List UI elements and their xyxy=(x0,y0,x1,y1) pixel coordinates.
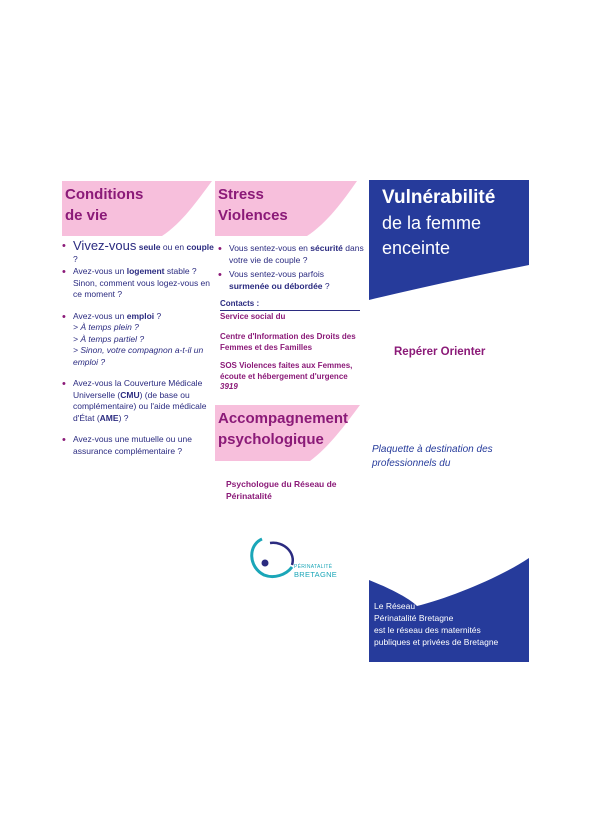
contacts-label: Contacts : xyxy=(220,299,260,308)
list-item: • Avez-vous un logement stable ? Sinon, comment vous logez-vous en ce moment ? xyxy=(62,266,211,299)
contacts-divider xyxy=(220,310,360,311)
list-item: • Avez-vous un emploi ? > À temps plein ? > À temps partiel ? > Sinon, votre compagnon a-t-il un emploi ? xyxy=(62,310,204,367)
conditions-list xyxy=(62,240,214,467)
subtitle: Repérer Orienter xyxy=(394,346,486,358)
conditions-title: Conditions de vie xyxy=(65,186,144,224)
list-item: • Vous sentez-vous en sécurité dans votre vie de couple ? xyxy=(218,243,364,265)
list-item: • Avez-vous la Couverture Médicale Universelle (CMU) (de base ou complémentaire) ou l'aide médicale d'État (AME) ? xyxy=(62,378,207,423)
bullet-icon: • xyxy=(218,269,222,281)
contact-sos: SOS Violences faites aux Femmes, écoute et hébergement d'urgence 3919 xyxy=(220,361,353,391)
list-item: • Vivez-vous seule ou en couple ? xyxy=(62,238,214,264)
bullet-icon: • xyxy=(62,240,66,252)
document-title: Vulnérabilité de la femme enceinte xyxy=(382,187,496,258)
bullet-icon: • xyxy=(218,243,222,255)
logo-text-small: PÉRINATALITÉ xyxy=(294,564,333,570)
list-item: • Vous sentez-vous parfois surmenée ou débordée ? xyxy=(218,269,330,291)
psychologue-text: Psychologue du Réseau de Périnatalité xyxy=(226,479,337,501)
stress-title: Stress Violences xyxy=(218,186,288,224)
plaquette-text: Plaquette à destination des professionnels du xyxy=(372,444,493,469)
bullet-icon: • xyxy=(62,378,66,390)
bullet-icon: • xyxy=(62,266,66,278)
contact-cidff: Centre d'Information des Droits des Femmes et des Familles xyxy=(220,332,356,352)
bullet-icon: • xyxy=(62,434,66,446)
stress-list xyxy=(218,243,364,302)
footer-text: Le Réseau Périnatalité Bretagne est le réseau des maternités publiques et privées de Bretagne xyxy=(374,601,499,647)
contact-service-social: Service social du xyxy=(220,312,286,321)
accompagnement-title: Accompagnement psychologique xyxy=(218,410,349,448)
logo-text-big: BRETAGNE xyxy=(294,570,338,579)
list-item: • Avez-vous une mutuelle ou une assurance complémentaire ? xyxy=(62,434,192,456)
bullet-icon: • xyxy=(62,310,66,323)
